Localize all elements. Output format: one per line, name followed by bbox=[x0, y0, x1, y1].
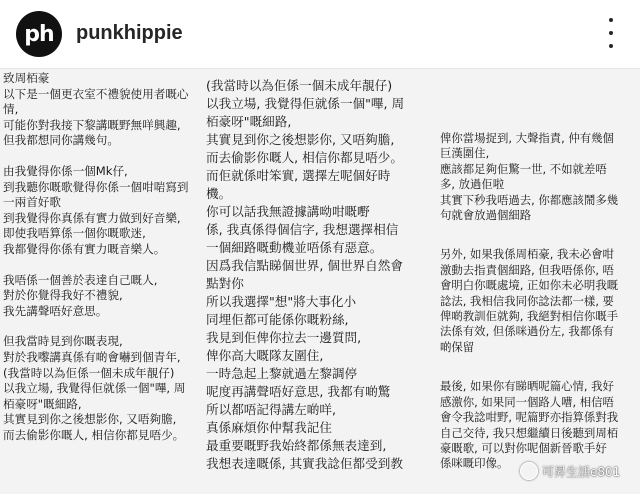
text-line: 同埋佢都可能係你嘅粉絲, bbox=[206, 312, 349, 327]
dot bbox=[609, 18, 613, 22]
text-line: 我都覺得你係有實力嘅音樂人。 bbox=[3, 241, 166, 256]
text-line: 我見到佢俾你拉去一邊質問, bbox=[206, 330, 362, 345]
letter-column-2 bbox=[206, 77, 428, 473]
text-line: 以下是一個更衣室不禮貌使用者嘅心 bbox=[3, 86, 189, 101]
text-line: 俾啲教訓佢就夠, 我絕對相信你嘅手 bbox=[440, 309, 619, 324]
letter-column-1 bbox=[3, 71, 208, 443]
paragraph-gap bbox=[3, 149, 208, 164]
text-line: 情, bbox=[3, 102, 19, 117]
text-line: 另外, 如果我係周栢豪, 我未必會咁 bbox=[440, 247, 614, 262]
text-line: 俾你當場捉到, 大聲指責, 仲有幾個 bbox=[440, 131, 614, 145]
text-line: 點對你 bbox=[206, 276, 244, 291]
watermark-logo-icon bbox=[520, 462, 538, 480]
text-line: (我當時以為佢係一個未成年靚仔) bbox=[206, 78, 393, 93]
text-line: 你可以話我無證據講呦咁嘅嘢 bbox=[206, 204, 370, 219]
text-line: 到我聽你嘅歌覺得你係一個咁啱寫到 bbox=[3, 179, 189, 194]
text-line: 會明白你嘅處境, 正如你未必明我嘅 bbox=[440, 278, 619, 293]
text-line: 應該都足夠佢驚一世, 不如就差唔 bbox=[440, 161, 607, 176]
text-line: 巨漢圍住, bbox=[440, 146, 490, 161]
text-line: 由我覺得你係一個Mk仔, bbox=[3, 163, 128, 178]
text-line: 感激你, 如果同一個路人嘈, 相信唔 bbox=[440, 394, 614, 409]
text-line: 對於你覺得我好不禮貌, bbox=[3, 288, 123, 303]
paragraph-gap bbox=[440, 355, 640, 379]
text-line: 因爲我信點睇個世界, 個世界自然會 bbox=[206, 258, 403, 273]
text-line: 對於我嚟講真係有啲會嚇到個青年, bbox=[3, 349, 181, 364]
text-line: 自己交待, 我只想繼續日後聽到周栢 bbox=[440, 425, 619, 440]
text-line: 栢豪呀"嘅細路, bbox=[206, 114, 292, 129]
text-line: 以我立場, 我覺得佢就係一個"嗶, 周 bbox=[3, 381, 186, 396]
text-line: 啲保留 bbox=[440, 339, 475, 354]
text-line: 句就會放過個細路 bbox=[440, 208, 532, 223]
text-line: 到我覺得你真係有實力做到好音樂, bbox=[3, 210, 181, 225]
watermark-text: 可昇生活e801 bbox=[542, 464, 621, 479]
text-line: 但我當時見到你嘅表現, bbox=[3, 334, 123, 349]
text-line: (我當時以為佢係一個未成年靚仔) bbox=[3, 365, 175, 380]
dot bbox=[609, 31, 613, 35]
text-line: 我唔係一個善於表達自己嘅人, bbox=[3, 272, 158, 287]
text-line: 最後, 如果你有睇晒呢篇心情, 我好 bbox=[440, 379, 614, 394]
text-line: 其實下秒我唔過去, 你都應該鬧多幾 bbox=[440, 192, 619, 207]
username-link[interactable]: punkhippie bbox=[76, 22, 183, 44]
text-line: 最重要嘅野我始終都係無表達到, bbox=[206, 438, 387, 453]
post-image bbox=[0, 69, 640, 494]
text-line: 但我都想同你講幾句。 bbox=[3, 133, 119, 148]
text-line: 我先講聲唔好意思。 bbox=[3, 303, 108, 318]
text-line: 我想表達嘅係, 其實我諗佢都受到教 bbox=[206, 456, 403, 471]
text-line: 俾你高大嘅隊友圍住, bbox=[206, 348, 324, 363]
text-line: 即使我唔算係一個你嘅歌迷, bbox=[3, 226, 146, 241]
text-line: 諗法, 我相信我同你諗法都一樣, 要 bbox=[440, 293, 614, 308]
paragraph-gap bbox=[440, 223, 640, 247]
text-line: 法係有效, 但係咪過份左, 我都係有 bbox=[440, 324, 614, 339]
text-line: 而去偷影你嘅人, 相信你都見唔少。 bbox=[206, 150, 403, 165]
text-line: 其實見到你之後想影你, 又唔夠膽, bbox=[206, 132, 395, 147]
text-line: 多, 放過佢啦 bbox=[440, 177, 505, 192]
text-line: 機。 bbox=[206, 186, 232, 201]
avatar[interactable]: ph bbox=[16, 11, 62, 57]
text-line: 會令我諗咁野, 呢篇野亦指算係對我 bbox=[440, 410, 619, 425]
text-line: 激動去指責個細路, 但我唔係你, 唔 bbox=[440, 262, 614, 277]
text-line: 呢度再講聲唔好意思, 我都有啲驚 bbox=[206, 384, 391, 399]
text-line: 係咪嘅印像。 bbox=[440, 456, 509, 471]
text-line: 可能你對我接下黎講嘅野無咩興趣, bbox=[3, 117, 181, 132]
text-line: 栢豪呀"嘅細路, bbox=[3, 396, 82, 411]
watermark bbox=[520, 462, 620, 480]
text-line: 一個細路嘅動機並唔係有惡意。 bbox=[206, 240, 383, 255]
text-line: 其實見到你之後想影你, 又唔夠膽, bbox=[3, 412, 177, 427]
paragraph-gap bbox=[3, 258, 208, 273]
text-line: 係, 我真係得個信字, 我想選擇相信 bbox=[206, 222, 399, 237]
text-line: 以我立場, 我覺得佢就係一個"嗶, 周 bbox=[206, 96, 405, 111]
text-line: 而去偷影你嘅人, 相信你都見唔少。 bbox=[3, 427, 185, 442]
text-line: 所以我選擇"想"將大事化小 bbox=[206, 294, 357, 309]
more-options-icon[interactable] bbox=[606, 18, 616, 48]
text-line: 一兩首好歌 bbox=[3, 195, 61, 210]
text-line: 致周栢豪 bbox=[3, 71, 50, 85]
post-header bbox=[0, 0, 640, 69]
text-line: 真係麻煩你仲幫我記住 bbox=[206, 420, 332, 435]
text-line: 一時急起上黎就過左黎調停 bbox=[206, 366, 358, 381]
text-line: 豪嘅歌, 可以對你呢個新晉歌手好 bbox=[440, 440, 607, 455]
text-line: 而佢就係咁笨實, 選擇左呢個好時 bbox=[206, 168, 391, 183]
paragraph-gap bbox=[3, 319, 208, 334]
dot bbox=[609, 44, 613, 48]
letter-column-3 bbox=[440, 131, 640, 472]
text-line: 所以都唔記得講左啲咩, bbox=[206, 402, 336, 417]
